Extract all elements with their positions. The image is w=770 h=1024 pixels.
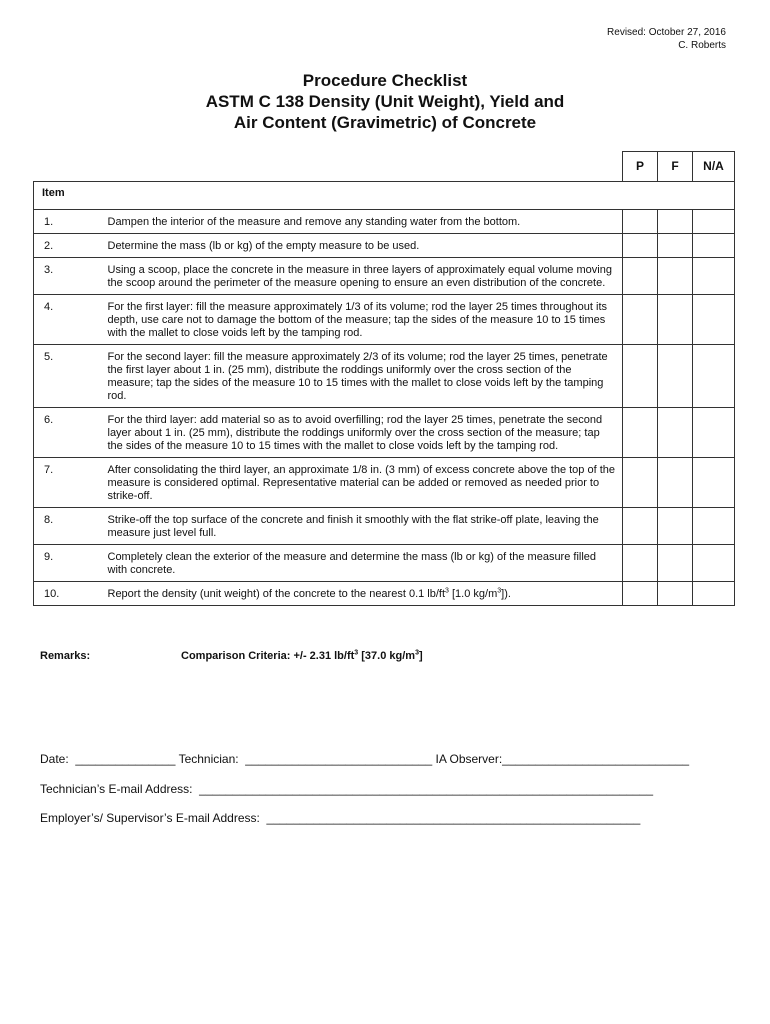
technician-email-line[interactable]: Technician’s E-mail Address: ____________________________________________________________________ [40,782,654,796]
checkbox-na[interactable] [693,582,735,606]
item-number: 1. [34,210,95,234]
column-na: N/A [693,152,735,182]
checkbox-pass[interactable] [623,408,658,458]
item-number: 7. [34,458,95,508]
item-description: Using a scoop, place the concrete in the measure in three layers of approximately equal volume moving the scoop around the perimeter of the measure opening to ensure an even distribution of the concrete. [95,258,623,295]
item-description: Dampen the interior of the measure and remove any standing water from the bottom. [95,210,623,234]
title-line-1: Procedure Checklist [302,71,468,90]
item-header: Item [34,182,735,210]
item-number: 4. [34,295,95,345]
checklist-row [34,508,735,545]
checkbox-na[interactable] [693,508,735,545]
title-line-2: ASTM C 138 Density (Unit Weight), Yield and [205,92,565,111]
checkbox-fail[interactable] [658,458,693,508]
checklist-row [34,582,735,606]
checklist-row [34,258,735,295]
checkbox-fail[interactable] [658,258,693,295]
supervisor-email-line[interactable]: Employer’s/ Supervisor’s E-mail Address: ________________________________________________________ [40,811,641,825]
checkbox-pass[interactable] [623,582,658,606]
checkbox-fail[interactable] [658,582,693,606]
checkbox-na[interactable] [693,234,735,258]
checkbox-pass[interactable] [623,545,658,582]
checkbox-na[interactable] [693,408,735,458]
item-description: For the first layer: fill the measure approximately 1/3 of its volume; rod the layer 25 times throughout its depth, use care not to damage the bottom of the measure; tap the sides of the measure 10 to 15 times with the mallet to close voids left by the tamping rod. [95,295,623,345]
item-description: Determine the mass (lb or kg) of the empty measure to be used. [95,234,623,258]
comparison-criteria: Comparison Criteria: +/- 2.31 $lb/ft^3$ [37.0 $kg/m^3$] [181,649,423,662]
checkbox-fail[interactable] [658,545,693,582]
checklist-row [34,345,735,408]
item-description: Completely clean the exterior of the measure and determine the mass (lb or kg) of the measure filled with concrete. [95,545,623,582]
item-description: Strike-off the top surface of the concrete and finish it smoothly with the flat strike-off plate, leaving the measure just level full. [95,508,623,545]
item-description: Report the density (unit weight) of the concrete to the nearest 0.1 $lb/ft^3$ [1.0 $kg/m^3$]). [95,582,623,606]
checklist-row [34,210,735,234]
item-number: 10. [34,582,95,606]
column-pass: P [623,152,658,182]
checkbox-pass[interactable] [623,258,658,295]
signature-line-date-technician-observer[interactable]: Date: _______________ Technician: ____________________________ IA Observer:____________________________ [40,752,690,766]
revised-date: Revised: October 27, 2016 [607,27,726,38]
checkbox-na[interactable] [693,295,735,345]
column-header-row [34,152,735,182]
author: C. Roberts [678,40,726,51]
revision-info [607,26,726,52]
item-number: 5. [34,345,95,408]
checkbox-fail[interactable] [658,210,693,234]
item-description: For the third layer: add material so as to avoid overfilling; rod the layer 25 times, penetrate the second layer about 1 in. (25 mm), distribute the roddings uniformly over the cross section of the measure; tap the sides of the measure 10 to 15 times with the mallet to close voids left by the tamping rod. [95,408,623,458]
item-number: 3. [34,258,95,295]
checkbox-pass[interactable] [623,345,658,408]
checklist-row [34,295,735,345]
title-line-3: Air Content (Gravimetric) of Concrete [233,113,537,132]
item-number: 2. [34,234,95,258]
item-number: 6. [34,408,95,458]
checklist-row [34,545,735,582]
remarks-label: Remarks: [40,650,91,662]
checkbox-na[interactable] [693,545,735,582]
checklist-row [34,234,735,258]
checkbox-pass[interactable] [623,458,658,508]
page-title [0,70,770,133]
checkbox-pass[interactable] [623,508,658,545]
checkbox-fail[interactable] [658,408,693,458]
checkbox-fail[interactable] [658,234,693,258]
checkbox-fail[interactable] [658,508,693,545]
checkbox-fail[interactable] [658,295,693,345]
checkbox-pass[interactable] [623,210,658,234]
checkbox-fail[interactable] [658,345,693,408]
item-number: 8. [34,508,95,545]
checkbox-na[interactable] [693,210,735,234]
item-number: 9. [34,545,95,582]
checklist-table [33,151,735,606]
checkbox-na[interactable] [693,258,735,295]
checkbox-na[interactable] [693,458,735,508]
checkbox-pass[interactable] [623,234,658,258]
item-description: After consolidating the third layer, an approximate 1/8 in. (3 mm) of excess concrete above the top of the measure is considered optimal. Representative material can be added or removed as needed prior to strike-off. [95,458,623,508]
column-fail: F [658,152,693,182]
checklist-row [34,458,735,508]
item-header-row [34,182,735,210]
checkbox-na[interactable] [693,345,735,408]
checklist-row [34,408,735,458]
checkbox-pass[interactable] [623,295,658,345]
item-description: For the second layer: fill the measure approximately 2/3 of its volume; rod the layer 25 times, penetrate the first layer about 1 in. (25 mm), distribute the roddings uniformly over the cross section of the measure; tap the sides of the measure 10 to 15 times with the mallet to close voids left by the tamping rod. [95,345,623,408]
